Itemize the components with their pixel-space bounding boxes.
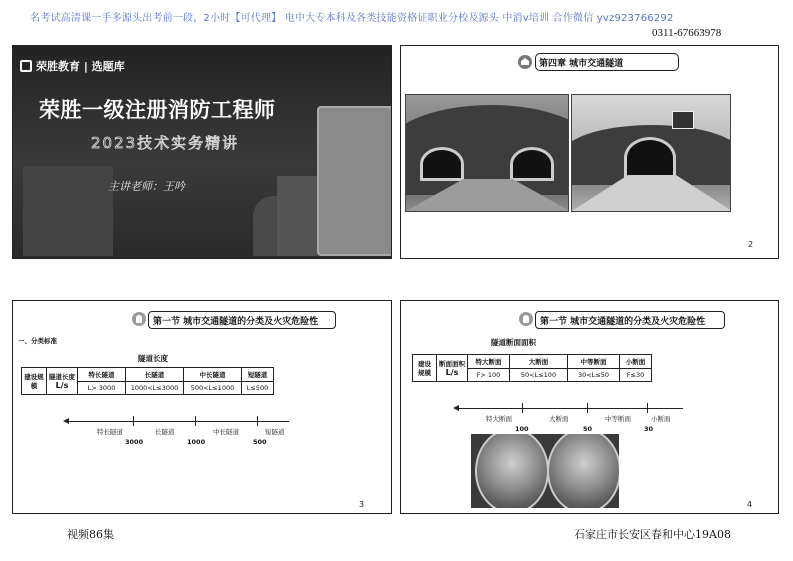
tunnel-bore-left [475,434,549,508]
axis-tick [587,403,588,413]
sub-heading: 一、分类标准 [18,337,57,345]
tunnel-portal-left [420,147,464,181]
category-cell: 中等断面 [568,355,620,369]
lightbulb-icon [519,312,533,326]
axis-label: 短隧道 [265,428,285,436]
length-table [21,367,274,395]
tunnel-portal-right [510,147,554,181]
top-phone-number: 0311-67663978 [652,27,722,39]
row-head: 建设规模 [413,355,437,382]
category-cell: 特长隧道 [78,368,126,382]
col-head [47,368,78,395]
range-cell: 30<L≤50 [568,369,620,382]
axis-value: 30 [644,425,654,433]
top-banner: 名考试高清课一手多源头出考前一段，2小时【可代理】 电中大专本科及各类技能资格证职业分校及源头 中消v培训 合作微信 yvz923766292 [30,13,674,24]
category-cell: 大断面 [510,355,568,369]
road-sign [672,111,694,129]
axis-tick [133,416,134,426]
table-caption: 隧道断面面积 [491,338,536,347]
axis-value: 3000 [125,438,144,446]
cover-subtitle: 2023技术实务精讲 [91,134,240,152]
axis-value: 100 [515,425,529,433]
range-cell: F≤30 [620,369,652,382]
row-head: 建设规模 [22,368,47,395]
footer-video-count: 视频86集 [67,528,114,541]
col-head-unit: L/s [445,368,459,377]
cover-teacher: 主讲老师：王吟 [108,180,185,193]
axis-label: 特大断面 [486,415,512,423]
cover-fire-truck [317,106,392,256]
axis-label: 小断面 [651,415,671,423]
category-cell: 长隧道 [126,368,184,382]
axis-line [457,408,683,409]
cover-vehicle-left [23,166,113,256]
axis-label: 长隧道 [155,428,175,436]
col-head-name: 隧道长度 [49,373,75,381]
page-number: 4 [747,500,753,509]
home-icon [518,55,532,69]
slide-length-classification [12,300,392,514]
chapter-title: 第四章 城市交通隧道 [535,53,679,71]
col-head [437,355,468,382]
col-head-unit: L/s [55,381,69,390]
tunnel-photo-highway [571,94,731,212]
range-cell: 1000<L≤3000 [126,382,184,395]
range-cell: 500<L≤1000 [184,382,242,395]
cover-logo [20,58,125,74]
cover-vehicle-center [277,176,317,256]
axis-value: 1000 [187,438,206,446]
axis-value: 500 [253,438,267,446]
tunnel-photo-twin-portals [405,94,569,212]
section-title: 第一节 城市交通隧道的分类及火灾危险性 [535,311,725,329]
slide-section-classification [400,300,779,514]
range-cell: F> 100 [468,369,510,382]
axis-value: 50 [583,425,593,433]
axis-tick [647,403,648,413]
section-table [412,354,652,382]
slide-cover [12,45,392,259]
axis-tick [195,416,196,426]
section-title: 第一节 城市交通隧道的分类及火灾危险性 [148,311,336,329]
category-cell: 特大断面 [468,355,510,369]
range-cell: L≤500 [242,382,274,395]
footer-address: 石家庄市长安区春和中心19A08 [574,528,731,541]
category-cell: 小断面 [620,355,652,369]
axis-label: 大断面 [549,415,569,423]
tunnel-cross-section-illustration [471,434,619,508]
tunnel-bore-right [547,434,619,508]
axis-label: 特长隧道 [97,428,123,436]
axis-tick [257,416,258,426]
axis-label: 中等断面 [605,415,631,423]
tunnel-portal [624,137,676,179]
range-cell: L> 3000 [78,382,126,395]
page-number: 2 [748,240,754,249]
lightbulb-icon [132,312,146,326]
axis-label: 中长隧道 [213,428,239,436]
cover-logo-text: 荣胜教育 | 选题库 [36,60,125,73]
range-cell: 50<L≤100 [510,369,568,382]
axis-tick [522,403,523,413]
category-cell: 短隧道 [242,368,274,382]
slide-chapter [400,45,779,259]
page-number: 3 [359,500,365,509]
logo-mark-icon [20,60,32,72]
cover-title: 荣胜一级注册消防工程师 [39,98,276,122]
category-cell: 中长隧道 [184,368,242,382]
col-head-name: 断面面积 [439,360,465,368]
axis-line [67,421,289,422]
table-caption: 隧道长度 [138,354,168,363]
